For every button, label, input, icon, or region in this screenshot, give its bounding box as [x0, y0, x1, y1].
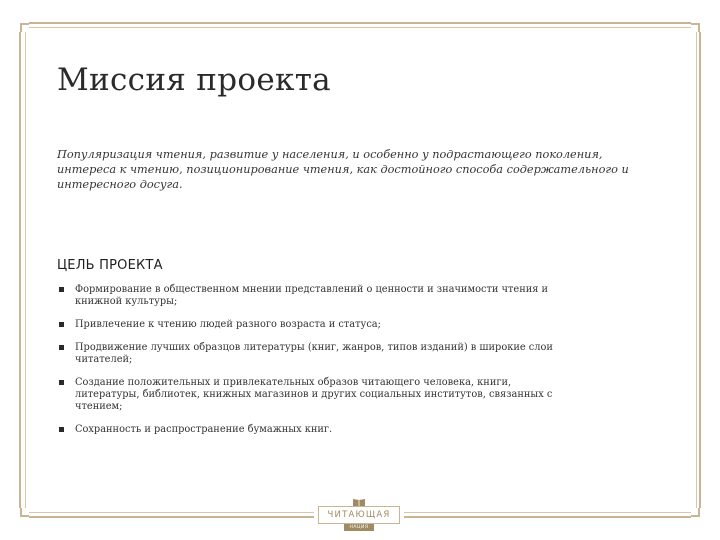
goal-item [57, 342, 557, 366]
goal-text: Сохранность и распространение бумажных книг. [75, 424, 333, 435]
bullet-icon [59, 427, 64, 432]
slide-title: Миссия проекта [57, 62, 331, 98]
goal-item [57, 284, 557, 308]
bullet-icon [59, 287, 64, 292]
goal-text: Формирование в общественном мнении представлений о ценности и значимости чтения и книжной культуры; [75, 284, 549, 307]
goal-heading: ЦЕЛЬ ПРОЕКТА [57, 258, 163, 273]
bullet-icon [59, 380, 64, 385]
bullet-icon [59, 322, 64, 327]
frame-corner-bottom-right [691, 508, 707, 524]
goal-text: Продвижение лучших образцов литературы (книг, жанров, типов изданий) в широкие слои читателей; [75, 342, 553, 365]
logo-name: ЧИТАЮЩАЯ [327, 510, 391, 520]
bullet-icon [59, 345, 64, 350]
project-logo [314, 496, 404, 532]
goal-item [57, 319, 557, 331]
frame-corner-top-right [691, 16, 707, 32]
logo-box [318, 506, 400, 524]
goal-item [57, 377, 557, 413]
logo-subtitle: НАЦИЯ [344, 524, 374, 531]
frame-corner-top-left [13, 16, 29, 32]
goal-item [57, 424, 557, 436]
goal-text: Создание положительных и привлекательных образов читающего человека, книги, литературы, библиотек, книжных магазинов и других социальных институтов, связанных с чтением; [75, 377, 553, 412]
goal-text: Привлечение к чтению людей разного возраста и статуса; [75, 319, 381, 330]
frame-corner-bottom-left [13, 508, 29, 524]
goals-list [57, 284, 557, 447]
mission-text: Популяризация чтения, развитие у населения, и особенно у подрастающего поколения, интереса к чтению, позиционирование чтения, как достойного способа содержательного и интересного досуга. [57, 148, 629, 191]
